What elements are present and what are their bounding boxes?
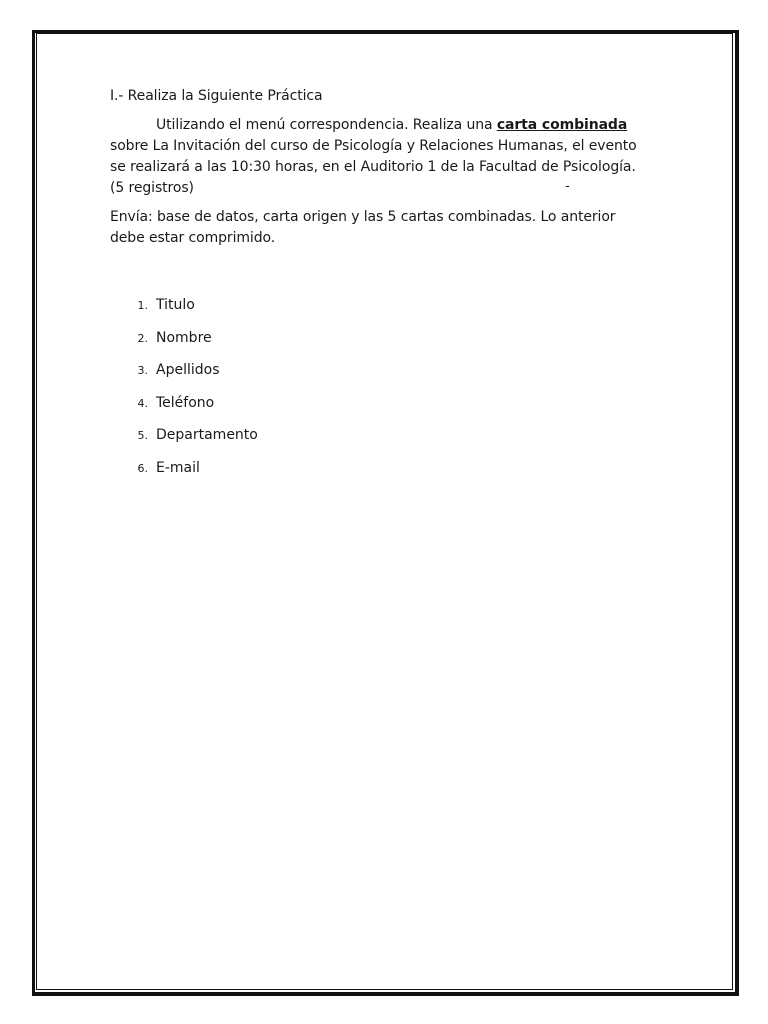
list-item	[110, 425, 258, 458]
list-item-number: 1.	[137, 299, 148, 312]
list-item	[110, 360, 258, 393]
list-item	[110, 458, 258, 491]
instructions-text-start: Utilizando el menú correspondencia. Realiza una	[156, 117, 497, 133]
fields-list	[110, 295, 258, 491]
list-item	[110, 295, 258, 328]
list-item-label: Departamento	[156, 427, 258, 444]
practice-heading: I.- Realiza la Siguiente Práctica	[110, 88, 323, 104]
list-item-number: 6.	[137, 461, 148, 475]
delivery-paragraph: Envía: base de datos, carta origen y las 5 cartas combinadas. Lo anterior debe estar comprimido.	[110, 209, 616, 246]
list-item-label: Titulo	[156, 297, 195, 313]
list-item-number: 4.	[137, 396, 148, 410]
document-body	[110, 86, 650, 249]
stray-dash-mark: -	[565, 179, 570, 194]
list-item-number: 2.	[137, 331, 148, 345]
list-item-label: Teléfono	[156, 394, 215, 411]
list-item-label: Apellidos	[156, 362, 220, 379]
list-item-label: E-mail	[156, 459, 200, 476]
list-item	[110, 393, 258, 426]
list-item	[110, 328, 258, 361]
list-item-number: 5.	[137, 429, 148, 443]
instructions-emphasis: carta combinada	[496, 117, 628, 133]
list-item-label: Nombre	[156, 329, 212, 346]
instructions-text-end: sobre La Invitación del curso de Psicología y Relaciones Humanas, el evento se realizará a las 10:30 horas, en el Auditorio 1 de la Facultad de Psicología. (5 registros)	[110, 138, 637, 196]
list-item-number: 3.	[137, 364, 148, 378]
